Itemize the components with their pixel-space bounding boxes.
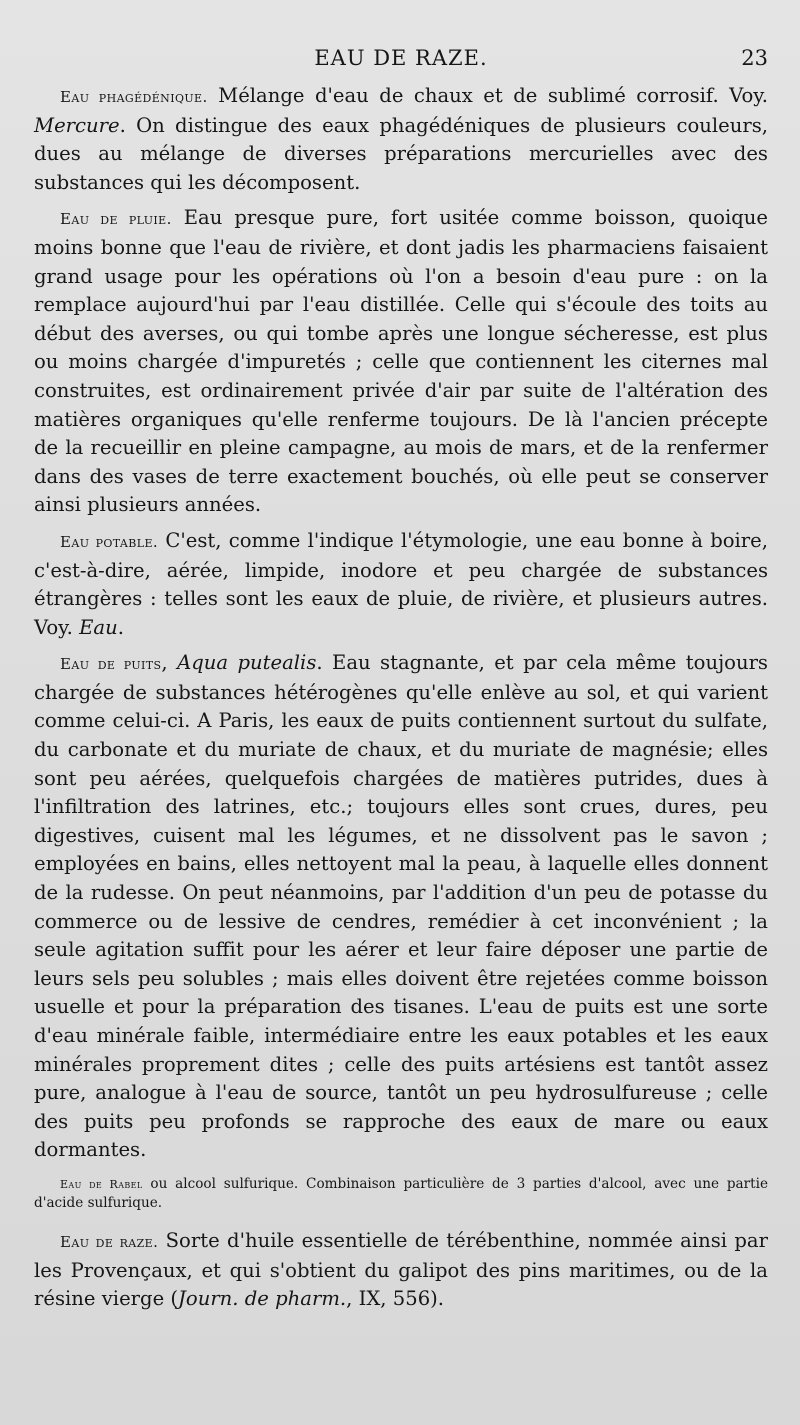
entry-headword: Eau de pluie.: [60, 210, 172, 229]
entry-text: Sorte d'huile essentielle de térébenthine, nommée ainsi par les Provençaux, et qui s'obtient du galipot des pins maritimes, ou de la résine vierge (: [34, 1228, 768, 1311]
entry-eau-de-puits: [34, 649, 768, 1165]
entry-headword: Eau de puits: [60, 655, 162, 674]
cross-reference: Eau: [79, 615, 118, 639]
entry-text: . On distingue des eaux phagédéniques de plusieurs couleurs, dues au mélange de diverses préparations mercurielles avec des substances qui les décomposent.: [34, 113, 768, 194]
entry-headword: Eau de raze.: [60, 1232, 159, 1251]
entry-text: ,: [161, 651, 178, 675]
entry-headword: Eau phagédénique.: [60, 88, 208, 106]
entry-eau-de-pluie: [34, 204, 768, 520]
entry-text: C'est, comme l'indique l'étymologie, une eau bonne à boire, c'est-à-dire, aérée, limpide, inodore et peu chargée de substances étrangères : telles sont les eaux de pluie, de rivière, et plusieurs autres. Voy.: [34, 528, 768, 639]
entry-text: . Eau stagnante, et par cela même toujours chargée de substances hétérogènes qu'elle enlève au sol, et qui varient comme celui-ci. A Paris, les eaux de puits contiennent surtout du sulfate, du carbonate et du muriate de chaux, et du muriate de magnésie; elles sont peu aérées, quelquefois chargées de matières putrides, dues à l'infiltration des latrines, etc.; toujours elles sont crues, dures, peu digestives, cuisent mal les légumes, et ne dissolvent pas le savon ; employées en bains, elles nettoyent mal la peau, à laquelle elles donnent de la rudesse. On peut néanmoins, par l'addition d'un peu de potasse du commerce ou de lessive de cendres, remédier à cet inconvénient ; la seule agitation suffit pour les aérer et leur faire déposer une partie de leurs sels peu solubles ; mais elles doivent être rejetées comme boisson usuelle et pour la préparation des tisanes. L'eau de puits est une sorte d'eau minérale faible, intermédiaire entre les eaux potables et les eaux minérales proprement dites ; celle des puits artésiens est tantôt assez pure, analogue à l'eau de source, tantôt un peu hydrosulfureuse ; celle des puits peu profonds se rapproche des eaux de mare ou eaux dormantes.: [34, 651, 768, 1162]
entry-eau-potable: [34, 527, 768, 642]
entry-eau-de-rabel: [34, 1175, 768, 1213]
entry-text: Mélange d'eau de chaux et de sublimé corrosif. Voy.: [207, 84, 768, 107]
citation: Journ. de pharm.: [178, 1287, 347, 1311]
entry-text: , IX, 556).: [346, 1287, 445, 1311]
latin-name: Aqua putealis: [177, 651, 317, 675]
cross-reference: Mercure: [34, 113, 120, 137]
entry-text: Eau presque pure, fort usitée comme boisson, quoique moins bonne que l'eau de rivière, et dont jadis les pharmaciens faisaient grand usage pour les opérations où l'on a besoin d'eau pure : on la remplace aujourd'hui par l'eau distillée. Celle qui s'écoule des toits au début des averses, ou qui tombe après une longue sécheresse, est plus ou moins chargée d'impuretés ; celle que contiennent les citernes mal construites, est ordinairement privée d'air par suite de l'altération des matières organiques qu'elle renferme toujours. De là l'ancien précepte de la recueillir en pleine campagne, au mois de mars, et de la renfermer dans des vases de terre exactement bouchés, où elle peut se conserver ainsi plusieurs années.: [34, 206, 768, 517]
page-number: 23: [741, 46, 768, 70]
entry-eau-phagedenique: [34, 82, 768, 197]
entry-headword: Eau de Rabel: [60, 1177, 143, 1191]
page-header: [34, 46, 768, 78]
entry-headword: Eau potable.: [60, 532, 159, 551]
page-body: [34, 82, 768, 1321]
entry-eau-de-raze: [34, 1227, 768, 1314]
entry-text: ou alcool sulfurique. Combinaison particulière de 3 parties d'alcool, avec une partie d'acide sulfurique.: [34, 1175, 768, 1211]
running-head: EAU DE RAZE.: [314, 46, 488, 70]
entry-text: .: [117, 615, 124, 639]
